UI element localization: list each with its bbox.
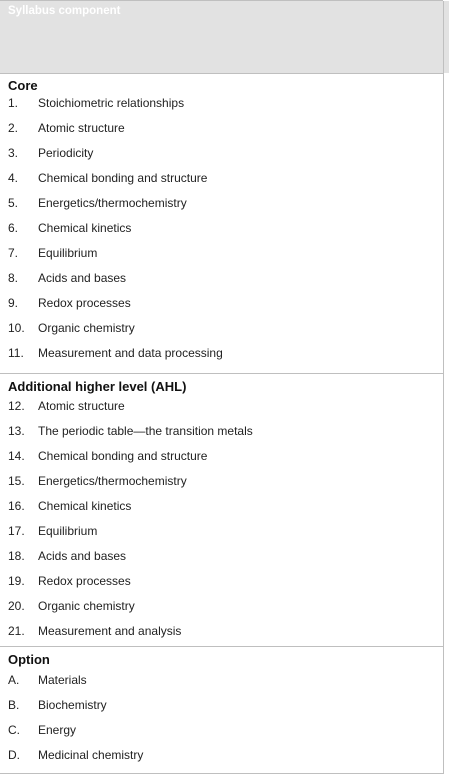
item-label: Atomic structure (38, 399, 125, 413)
item-number: 8. (8, 271, 19, 285)
table-header (0, 0, 443, 74)
item-number: 13. (8, 424, 25, 438)
item-label: Energetics/thermochemistry (38, 474, 187, 488)
list-item (0, 474, 440, 499)
item-number: 20. (8, 599, 25, 613)
list-item (0, 196, 440, 221)
item-label: Redox processes (38, 296, 131, 310)
list-item (0, 346, 440, 371)
item-number: 4. (8, 171, 19, 185)
list-item (0, 121, 440, 146)
item-label: Redox processes (38, 574, 131, 588)
section-title: Additional higher level (AHL) (8, 379, 187, 394)
item-label: Chemical bonding and structure (38, 449, 208, 463)
item-label: Biochemistry (38, 698, 107, 712)
item-number: 14. (8, 449, 25, 463)
item-label: Organic chemistry (38, 321, 135, 335)
list-item (0, 499, 440, 524)
item-number: 17. (8, 524, 25, 538)
item-label: Energetics/thermochemistry (38, 196, 187, 210)
list-item (0, 424, 440, 449)
item-number: 6. (8, 221, 19, 235)
list-item (0, 723, 440, 748)
item-number: 9. (8, 296, 19, 310)
item-number: 2. (8, 121, 19, 135)
list-item (0, 673, 440, 698)
list-item (0, 146, 440, 171)
item-number: 12. (8, 399, 25, 413)
list-item (0, 271, 440, 296)
item-label: Organic chemistry (38, 599, 135, 613)
item-label: Medicinal chemistry (38, 748, 144, 762)
list-item (0, 624, 440, 649)
list-item (0, 296, 440, 321)
section-option (0, 647, 444, 774)
header-second-column (443, 1, 449, 73)
item-number: 11. (8, 346, 24, 360)
item-label: Atomic structure (38, 121, 125, 135)
item-number: 10. (8, 321, 25, 335)
item-number: 19. (8, 574, 25, 588)
section-title: Core (8, 78, 38, 93)
section-ahl (0, 374, 444, 647)
list-item (0, 524, 440, 549)
item-number: 1. (8, 96, 19, 110)
item-number: 7. (8, 246, 19, 260)
section-title: Option (8, 652, 50, 667)
list-item (0, 599, 440, 624)
item-label: Measurement and analysis (38, 624, 182, 638)
item-label: Acids and bases (38, 271, 127, 285)
item-number: A. (8, 673, 20, 687)
section-core (0, 73, 444, 374)
list-item (0, 549, 440, 574)
item-label: The periodic table—the transition metals (38, 424, 253, 438)
item-number: D. (8, 748, 20, 762)
item-label: Equilibrium (38, 524, 98, 538)
item-label: Chemical kinetics (38, 499, 132, 513)
item-label: Acids and bases (38, 549, 127, 563)
item-label: Measurement and data processing (38, 346, 223, 360)
item-label: Chemical kinetics (38, 221, 132, 235)
list-item (0, 171, 440, 196)
list-item (0, 574, 440, 599)
item-label: Materials (38, 673, 87, 687)
item-number: 3. (8, 146, 19, 160)
item-label: Chemical bonding and structure (38, 171, 208, 185)
item-number: 18. (8, 549, 25, 563)
item-label: Periodicity (38, 146, 94, 160)
item-number: 5. (8, 196, 19, 210)
list-item (0, 698, 440, 723)
list-item (0, 221, 440, 246)
list-item (0, 748, 440, 773)
item-number: 15. (8, 474, 25, 488)
item-number: 21. (8, 624, 25, 638)
column-title-syllabus-component: Syllabus component (8, 5, 121, 17)
item-number: 16. (8, 499, 25, 513)
item-label: Energy (38, 723, 77, 737)
item-number: C. (8, 723, 20, 737)
list-item (0, 321, 440, 346)
list-item (0, 399, 440, 424)
list-item (0, 449, 440, 474)
item-label: Equilibrium (38, 246, 98, 260)
item-label: Stoichiometric relationships (38, 96, 185, 110)
list-item (0, 96, 440, 121)
item-number: B. (8, 698, 20, 712)
list-item (0, 246, 440, 271)
